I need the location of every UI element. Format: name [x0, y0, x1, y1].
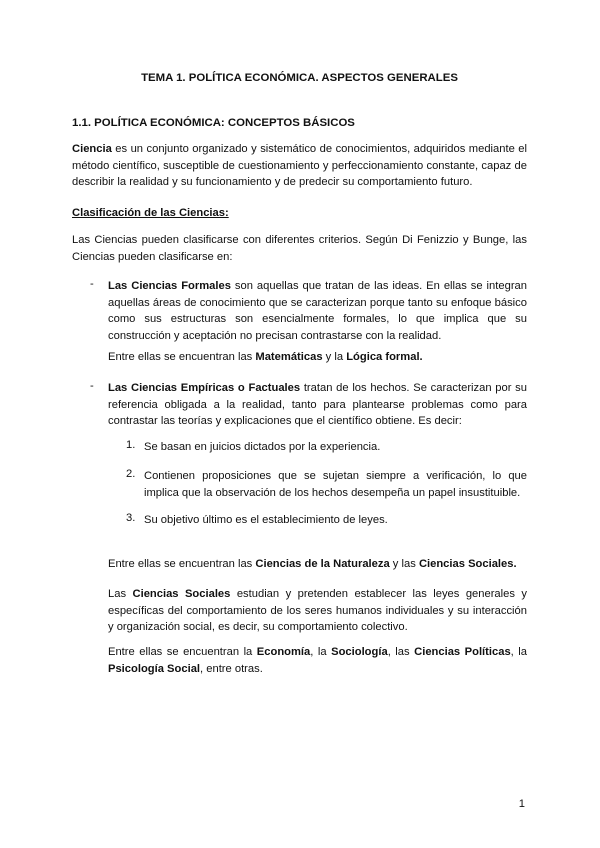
- ciencias-naturaleza-term: Ciencias de la Naturaleza: [255, 558, 390, 570]
- list-item-number: 2.: [126, 468, 136, 480]
- page-number: 1: [518, 798, 525, 810]
- sociales-term: Ciencias Sociales: [132, 588, 231, 600]
- bullet-marker: -: [90, 278, 94, 290]
- formales-paragraph: [108, 278, 527, 344]
- ciencia-definition-paragraph: [72, 141, 527, 191]
- matematicas-term: Matemáticas: [255, 351, 323, 363]
- sociales-prefix: Las: [108, 588, 133, 600]
- ciencia-definition: es un conjunto organizado y sistemático de conocimientos, adquiridos mediante el método científico, susceptible de cuestionamiento y perfeccionamiento constante, capaz de describir la realidad y su funcionamiento y de predecir su comportamiento futuro.: [72, 143, 527, 188]
- formales-entre-paragraph: [108, 349, 527, 366]
- list-item-number: 1.: [126, 439, 136, 451]
- sociales-entre-prefix: Entre ellas se encuentran la: [108, 646, 257, 658]
- empiricas-entre-paragraph: [108, 556, 527, 573]
- list-item: Se basan en juicios dictados por la experiencia.: [144, 441, 381, 453]
- bullet-marker: -: [90, 380, 94, 392]
- sociologia-term: Sociología: [331, 646, 388, 658]
- separator: , las: [387, 646, 415, 658]
- psicologia-social-term: Psicología Social: [108, 662, 201, 675]
- empiricas-term: Las Ciencias Empíricas o Factuales: [108, 382, 301, 394]
- list-item: Contienen proposiciones que se sujetan siempre a verificación, lo que implica que la observación de los hechos desempeña un papel insustituible.: [144, 470, 527, 499]
- empiricas-entre-mid: y las: [389, 558, 419, 570]
- empiricas-paragraph: [108, 380, 527, 430]
- sociales-paragraph: [108, 586, 527, 636]
- ciencias-politicas-term: Ciencias Políticas: [414, 646, 511, 658]
- formales-entre-prefix: Entre ellas se encuentran las: [108, 351, 256, 363]
- logica-formal-term: Lógica formal.: [346, 351, 423, 363]
- sociales-entre-paragraph: [108, 644, 527, 677]
- clasificacion-heading: Clasificación de las Ciencias:: [72, 207, 229, 219]
- separator: , la: [510, 646, 527, 658]
- economia-term: Economía: [256, 646, 311, 658]
- sociales-text: estudian y pretenden establecer las leyes generales y específicas del comportamiento de los seres humanos individuales y su interacción y organización social, es decir, su comportamiento colectivo.: [108, 588, 527, 633]
- formales-text: son aquellas que tratan de las ideas. En ellas se integran aquellas áreas de conocimiento que se caracterizan porque tanto su enfoque básico como sus estructuras son esencialmente formales, lo que implica que su construcción y aceptación no precisan contrastarse con la realidad.: [108, 280, 527, 342]
- formales-term: Las Ciencias Formales: [108, 280, 231, 292]
- section-heading: 1.1. POLÍTICA ECONÓMICA: CONCEPTOS BÁSICOS: [72, 117, 355, 129]
- empiricas-text: tratan de los hechos. Se caracterizan por su referencia obligada a la realidad, tanto para plantearse problemas como para contrastar las teorías y explicaciones que el científico obtiene. Es decir:: [108, 382, 528, 427]
- formales-entre-mid: y la: [322, 351, 347, 363]
- empiricas-entre-prefix: Entre ellas se encuentran las: [108, 558, 256, 570]
- separator: , la: [310, 646, 332, 658]
- ciencia-term: Ciencia: [72, 143, 112, 155]
- list-item-number: 3.: [126, 512, 136, 524]
- sociales-suffix: , entre otras.: [200, 662, 263, 675]
- document-title: TEMA 1. POLÍTICA ECONÓMICA. ASPECTOS GENERALES: [141, 72, 458, 84]
- ciencias-sociales-term: Ciencias Sociales.: [418, 558, 517, 570]
- list-item: Su objetivo último es el establecimiento de leyes.: [144, 514, 388, 526]
- clasificacion-intro: Las Ciencias pueden clasificarse con diferentes criterios. Según Di Fenizzio y Bunge, las Ciencias pueden clasificarse en:: [72, 234, 527, 263]
